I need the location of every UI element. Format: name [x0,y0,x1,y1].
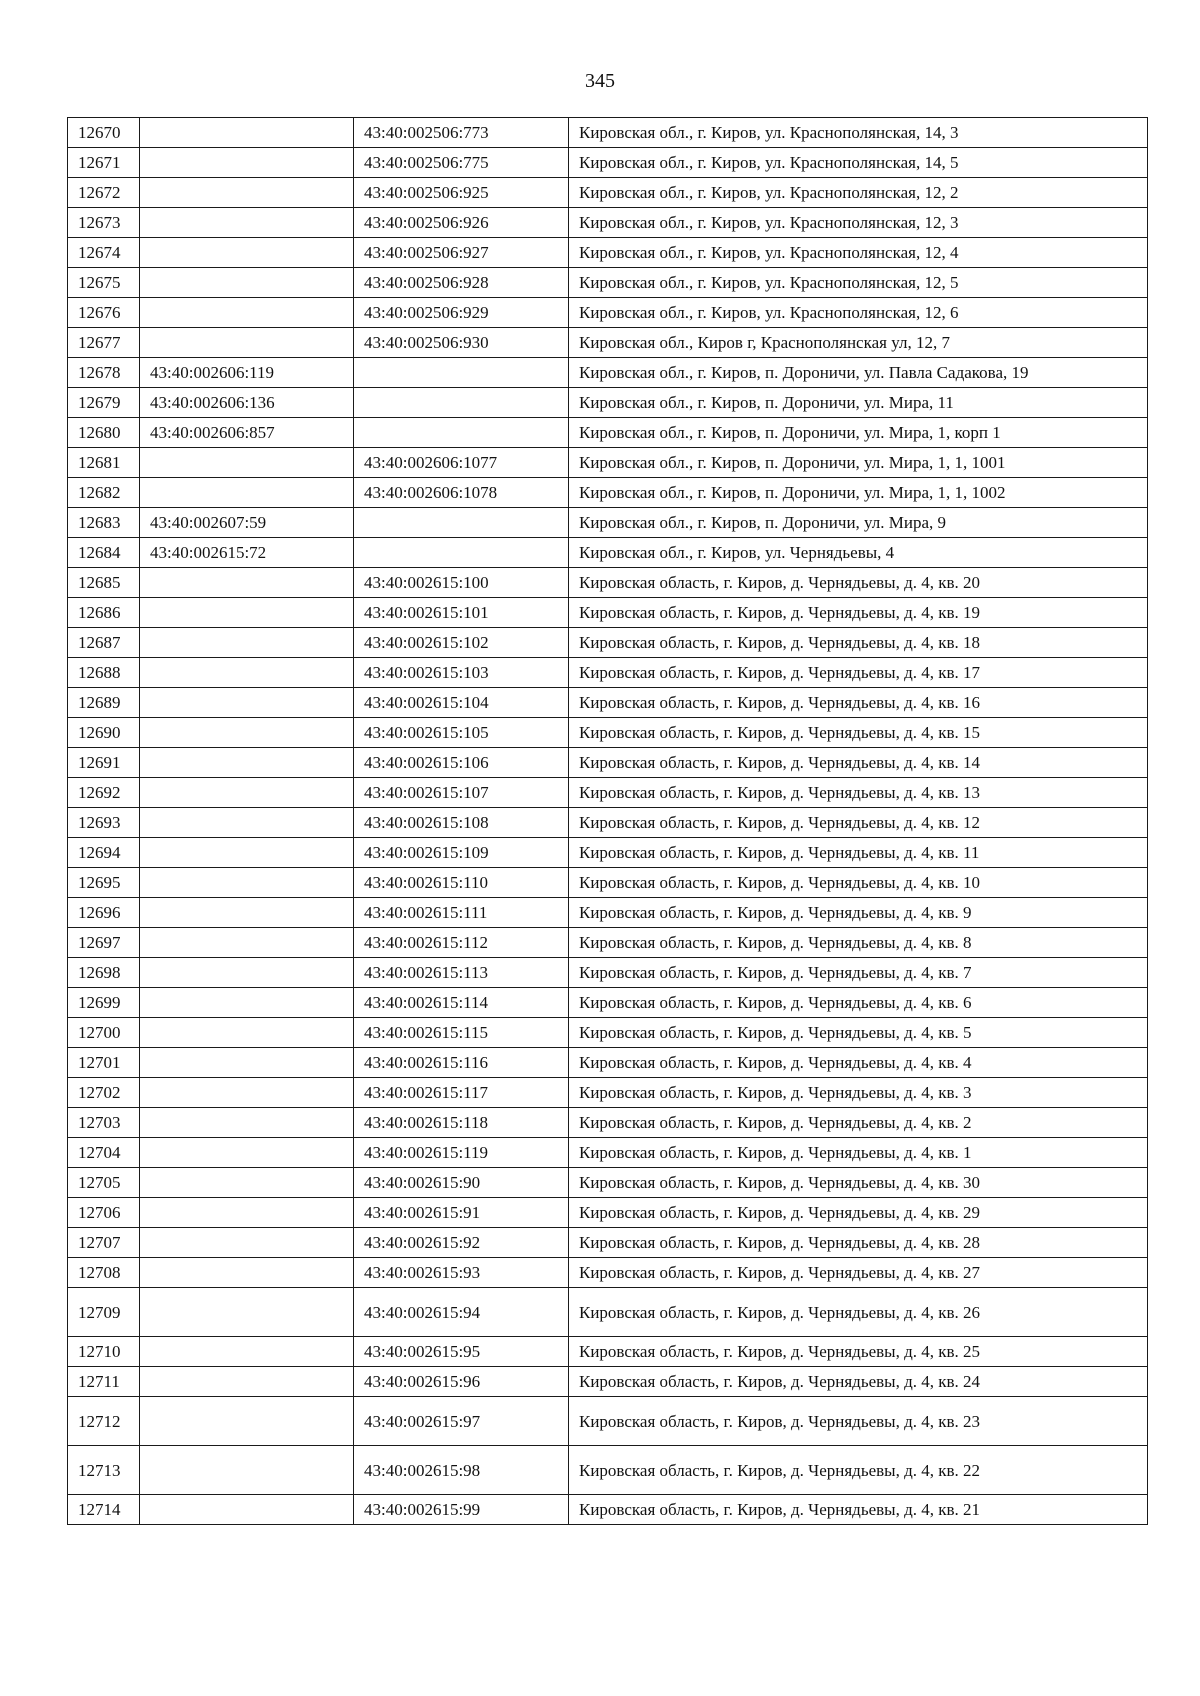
object-cadastral-number-cell: 43:40:002615:95 [354,1337,569,1367]
land-cadastral-number-cell [140,1288,354,1337]
address-cell: Кировская область, г. Киров, д. Чернядьевы, д. 4, кв. 21 [569,1495,1148,1525]
table-row [68,1446,1148,1495]
table-row [68,268,1148,298]
object-cadastral-number-cell: 43:40:002615:107 [354,778,569,808]
land-cadastral-number-cell [140,1495,354,1525]
row-number-cell: 12713 [68,1446,140,1495]
row-number-cell: 12695 [68,868,140,898]
object-cadastral-number-cell [354,388,569,418]
table-row [68,628,1148,658]
row-number-cell: 12671 [68,148,140,178]
object-cadastral-number-cell: 43:40:002615:110 [354,868,569,898]
land-cadastral-number-cell [140,328,354,358]
object-cadastral-number-cell [354,358,569,388]
land-cadastral-number-cell [140,1228,354,1258]
table-row [68,898,1148,928]
land-cadastral-number-cell [140,118,354,148]
land-cadastral-number-cell [140,778,354,808]
object-cadastral-number-cell: 43:40:002615:114 [354,988,569,1018]
address-cell: Кировская область, г. Киров, д. Чернядьевы, д. 4, кв. 29 [569,1198,1148,1228]
land-cadastral-number-cell [140,718,354,748]
table-row [68,1288,1148,1337]
object-cadastral-number-cell: 43:40:002615:112 [354,928,569,958]
row-number-cell: 12705 [68,1168,140,1198]
land-cadastral-number-cell [140,1446,354,1495]
row-number-cell: 12700 [68,1018,140,1048]
land-cadastral-number-cell [140,238,354,268]
address-cell: Кировская область, г. Киров, д. Чернядьевы, д. 4, кв. 23 [569,1397,1148,1446]
row-number-cell: 12708 [68,1258,140,1288]
table-row [68,1108,1148,1138]
land-cadastral-number-cell [140,1168,354,1198]
object-cadastral-number-cell: 43:40:002615:92 [354,1228,569,1258]
table-row [68,1397,1148,1446]
table-row [68,1495,1148,1525]
table-row [68,118,1148,148]
land-cadastral-number-cell [140,1337,354,1367]
land-cadastral-number-cell [140,628,354,658]
address-cell: Кировская обл., г. Киров, ул. Краснополянская, 12, 4 [569,238,1148,268]
address-cell: Кировская обл., г. Киров, ул. Краснополянская, 14, 3 [569,118,1148,148]
table-row [68,478,1148,508]
object-cadastral-number-cell: 43:40:002615:103 [354,658,569,688]
land-cadastral-number-cell [140,1138,354,1168]
object-cadastral-number-cell: 43:40:002615:108 [354,808,569,838]
address-cell: Кировская область, г. Киров, д. Чернядьевы, д. 4, кв. 26 [569,1288,1148,1337]
object-cadastral-number-cell: 43:40:002606:1078 [354,478,569,508]
row-number-cell: 12682 [68,478,140,508]
table-row [68,838,1148,868]
address-cell: Кировская область, г. Киров, д. Чернядьевы, д. 4, кв. 9 [569,898,1148,928]
table-row [68,658,1148,688]
object-cadastral-number-cell: 43:40:002506:927 [354,238,569,268]
address-cell: Кировская область, г. Киров, д. Чернядьевы, д. 4, кв. 1 [569,1138,1148,1168]
table-row [68,238,1148,268]
table-row [68,808,1148,838]
table-row [68,688,1148,718]
address-cell: Кировская обл., г. Киров, ул. Краснополянская, 12, 6 [569,298,1148,328]
land-cadastral-number-cell [140,1048,354,1078]
address-cell: Кировская область, г. Киров, д. Чернядьевы, д. 4, кв. 30 [569,1168,1148,1198]
object-cadastral-number-cell: 43:40:002615:94 [354,1288,569,1337]
land-cadastral-number-cell [140,748,354,778]
object-cadastral-number-cell: 43:40:002506:929 [354,298,569,328]
land-cadastral-number-cell [140,208,354,238]
row-number-cell: 12701 [68,1048,140,1078]
land-cadastral-number-cell: 43:40:002615:72 [140,538,354,568]
address-cell: Кировская область, г. Киров, д. Чернядьевы, д. 4, кв. 24 [569,1367,1148,1397]
row-number-cell: 12710 [68,1337,140,1367]
address-cell: Кировская обл., г. Киров, п. Дороничи, ул. Мира, 1, 1, 1001 [569,448,1148,478]
table-row [68,178,1148,208]
row-number-cell: 12693 [68,808,140,838]
object-cadastral-number-cell: 43:40:002506:930 [354,328,569,358]
row-number-cell: 12704 [68,1138,140,1168]
table-row [68,928,1148,958]
land-cadastral-number-cell [140,268,354,298]
land-cadastral-number-cell [140,838,354,868]
table-row [68,598,1148,628]
table-row [68,1367,1148,1397]
address-cell: Кировская область, г. Киров, д. Чернядьевы, д. 4, кв. 12 [569,808,1148,838]
object-cadastral-number-cell [354,538,569,568]
object-cadastral-number-cell: 43:40:002615:118 [354,1108,569,1138]
land-cadastral-number-cell [140,1198,354,1228]
object-cadastral-number-cell: 43:40:002506:775 [354,148,569,178]
row-number-cell: 12696 [68,898,140,928]
land-cadastral-number-cell [140,1108,354,1138]
row-number-cell: 12686 [68,598,140,628]
object-cadastral-number-cell: 43:40:002615:105 [354,718,569,748]
row-number-cell: 12688 [68,658,140,688]
address-cell: Кировская область, г. Киров, д. Чернядьевы, д. 4, кв. 4 [569,1048,1148,1078]
table-row [68,958,1148,988]
object-cadastral-number-cell: 43:40:002615:117 [354,1078,569,1108]
table-row [68,328,1148,358]
land-cadastral-number-cell [140,478,354,508]
page-number: 345 [585,70,615,92]
address-cell: Кировская область, г. Киров, д. Чернядьевы, д. 4, кв. 16 [569,688,1148,718]
row-number-cell: 12680 [68,418,140,448]
land-cadastral-number-cell [140,178,354,208]
land-cadastral-number-cell: 43:40:002607:59 [140,508,354,538]
address-cell: Кировская область, г. Киров, д. Чернядьевы, д. 4, кв. 11 [569,838,1148,868]
land-cadastral-number-cell: 43:40:002606:119 [140,358,354,388]
table-row [68,1078,1148,1108]
row-number-cell: 12674 [68,238,140,268]
address-cell: Кировская обл., г. Киров, ул. Краснополянская, 12, 2 [569,178,1148,208]
row-number-cell: 12676 [68,298,140,328]
table-row [68,1337,1148,1367]
object-cadastral-number-cell: 43:40:002615:98 [354,1446,569,1495]
land-cadastral-number-cell [140,1367,354,1397]
land-cadastral-number-cell [140,688,354,718]
row-number-cell: 12685 [68,568,140,598]
address-cell: Кировская обл., г. Киров, п. Дороничи, ул. Павла Садакова, 19 [569,358,1148,388]
object-cadastral-number-cell: 43:40:002615:111 [354,898,569,928]
object-cadastral-number-cell: 43:40:002615:104 [354,688,569,718]
table-row [68,778,1148,808]
land-cadastral-number-cell [140,1397,354,1446]
row-number-cell: 12681 [68,448,140,478]
address-cell: Кировская область, г. Киров, д. Чернядьевы, д. 4, кв. 5 [569,1018,1148,1048]
row-number-cell: 12707 [68,1228,140,1258]
land-cadastral-number-cell [140,868,354,898]
row-number-cell: 12679 [68,388,140,418]
table-row [68,1048,1148,1078]
object-cadastral-number-cell: 43:40:002615:109 [354,838,569,868]
object-cadastral-number-cell: 43:40:002615:102 [354,628,569,658]
table-row [68,208,1148,238]
address-cell: Кировская область, г. Киров, д. Чернядьевы, д. 4, кв. 8 [569,928,1148,958]
object-cadastral-number-cell: 43:40:002615:93 [354,1258,569,1288]
address-cell: Кировская область, г. Киров, д. Чернядьевы, д. 4, кв. 13 [569,778,1148,808]
table-row [68,388,1148,418]
table-row [68,298,1148,328]
table-row [68,1168,1148,1198]
row-number-cell: 12675 [68,268,140,298]
registry-table [67,117,1148,1525]
land-cadastral-number-cell [140,448,354,478]
land-cadastral-number-cell [140,658,354,688]
row-number-cell: 12712 [68,1397,140,1446]
address-cell: Кировская область, г. Киров, д. Чернядьевы, д. 4, кв. 25 [569,1337,1148,1367]
row-number-cell: 12691 [68,748,140,778]
row-number-cell: 12683 [68,508,140,538]
object-cadastral-number-cell [354,418,569,448]
row-number-cell: 12672 [68,178,140,208]
row-number-cell: 12706 [68,1198,140,1228]
row-number-cell: 12684 [68,538,140,568]
object-cadastral-number-cell: 43:40:002615:91 [354,1198,569,1228]
row-number-cell: 12699 [68,988,140,1018]
land-cadastral-number-cell [140,808,354,838]
object-cadastral-number-cell: 43:40:002506:928 [354,268,569,298]
address-cell: Кировская обл., г. Киров, ул. Краснополянская, 12, 5 [569,268,1148,298]
land-cadastral-number-cell [140,298,354,328]
object-cadastral-number-cell [354,508,569,538]
row-number-cell: 12697 [68,928,140,958]
address-cell: Кировская область, г. Киров, д. Чернядьевы, д. 4, кв. 3 [569,1078,1148,1108]
land-cadastral-number-cell [140,148,354,178]
address-cell: Кировская область, г. Киров, д. Чернядьевы, д. 4, кв. 22 [569,1446,1148,1495]
address-cell: Кировская область, г. Киров, д. Чернядьевы, д. 4, кв. 15 [569,718,1148,748]
land-cadastral-number-cell [140,988,354,1018]
table-row [68,1198,1148,1228]
object-cadastral-number-cell: 43:40:002615:99 [354,1495,569,1525]
row-number-cell: 12698 [68,958,140,988]
row-number-cell: 12711 [68,1367,140,1397]
object-cadastral-number-cell: 43:40:002606:1077 [354,448,569,478]
address-cell: Кировская обл., Киров г, Краснополянская ул, 12, 7 [569,328,1148,358]
address-cell: Кировская область, г. Киров, д. Чернядьевы, д. 4, кв. 18 [569,628,1148,658]
address-cell: Кировская обл., г. Киров, п. Дороничи, ул. Мира, 11 [569,388,1148,418]
land-cadastral-number-cell [140,1078,354,1108]
row-number-cell: 12702 [68,1078,140,1108]
address-cell: Кировская обл., г. Киров, ул. Краснополянская, 14, 5 [569,148,1148,178]
address-cell: Кировская область, г. Киров, д. Чернядьевы, д. 4, кв. 19 [569,598,1148,628]
row-number-cell: 12678 [68,358,140,388]
object-cadastral-number-cell: 43:40:002615:115 [354,1018,569,1048]
row-number-cell: 12714 [68,1495,140,1525]
object-cadastral-number-cell: 43:40:002615:90 [354,1168,569,1198]
address-cell: Кировская область, г. Киров, д. Чернядьевы, д. 4, кв. 2 [569,1108,1148,1138]
land-cadastral-number-cell: 43:40:002606:136 [140,388,354,418]
object-cadastral-number-cell: 43:40:002506:926 [354,208,569,238]
table-row [68,358,1148,388]
row-number-cell: 12709 [68,1288,140,1337]
object-cadastral-number-cell: 43:40:002615:101 [354,598,569,628]
address-cell: Кировская область, г. Киров, д. Чернядьевы, д. 4, кв. 14 [569,748,1148,778]
land-cadastral-number-cell [140,598,354,628]
table-row [68,868,1148,898]
object-cadastral-number-cell: 43:40:002615:116 [354,1048,569,1078]
object-cadastral-number-cell: 43:40:002506:773 [354,118,569,148]
table-row [68,988,1148,1018]
land-cadastral-number-cell: 43:40:002606:857 [140,418,354,448]
registry-table-body [68,118,1148,1525]
object-cadastral-number-cell: 43:40:002615:100 [354,568,569,598]
row-number-cell: 12694 [68,838,140,868]
object-cadastral-number-cell: 43:40:002615:113 [354,958,569,988]
address-cell: Кировская область, г. Киров, д. Чернядьевы, д. 4, кв. 20 [569,568,1148,598]
row-number-cell: 12692 [68,778,140,808]
address-cell: Кировская обл., г. Киров, п. Дороничи, ул. Мира, 1, 1, 1002 [569,478,1148,508]
table-row [68,1228,1148,1258]
table-row [68,538,1148,568]
address-cell: Кировская область, г. Киров, д. Чернядьевы, д. 4, кв. 6 [569,988,1148,1018]
address-cell: Кировская обл., г. Киров, п. Дороничи, ул. Мира, 9 [569,508,1148,538]
table-row [68,568,1148,598]
land-cadastral-number-cell [140,898,354,928]
table-row [68,748,1148,778]
row-number-cell: 12677 [68,328,140,358]
row-number-cell: 12670 [68,118,140,148]
address-cell: Кировская область, г. Киров, д. Чернядьевы, д. 4, кв. 27 [569,1258,1148,1288]
object-cadastral-number-cell: 43:40:002615:106 [354,748,569,778]
address-cell: Кировская область, г. Киров, д. Чернядьевы, д. 4, кв. 7 [569,958,1148,988]
land-cadastral-number-cell [140,1258,354,1288]
table-row [68,148,1148,178]
address-cell: Кировская область, г. Киров, д. Чернядьевы, д. 4, кв. 28 [569,1228,1148,1258]
land-cadastral-number-cell [140,568,354,598]
row-number-cell: 12690 [68,718,140,748]
row-number-cell: 12689 [68,688,140,718]
address-cell: Кировская обл., г. Киров, ул. Чернядьевы, 4 [569,538,1148,568]
address-cell: Кировская обл., г. Киров, п. Дороничи, ул. Мира, 1, корп 1 [569,418,1148,448]
row-number-cell: 12687 [68,628,140,658]
address-cell: Кировская обл., г. Киров, ул. Краснополянская, 12, 3 [569,208,1148,238]
table-row [68,1258,1148,1288]
table-row [68,448,1148,478]
row-number-cell: 12703 [68,1108,140,1138]
object-cadastral-number-cell: 43:40:002615:96 [354,1367,569,1397]
table-row [68,508,1148,538]
table-row [68,418,1148,448]
object-cadastral-number-cell: 43:40:002615:97 [354,1397,569,1446]
land-cadastral-number-cell [140,1018,354,1048]
land-cadastral-number-cell [140,958,354,988]
address-cell: Кировская область, г. Киров, д. Чернядьевы, д. 4, кв. 10 [569,868,1148,898]
table-row [68,718,1148,748]
object-cadastral-number-cell: 43:40:002615:119 [354,1138,569,1168]
object-cadastral-number-cell: 43:40:002506:925 [354,178,569,208]
table-row [68,1138,1148,1168]
row-number-cell: 12673 [68,208,140,238]
address-cell: Кировская область, г. Киров, д. Чернядьевы, д. 4, кв. 17 [569,658,1148,688]
land-cadastral-number-cell [140,928,354,958]
table-row [68,1018,1148,1048]
